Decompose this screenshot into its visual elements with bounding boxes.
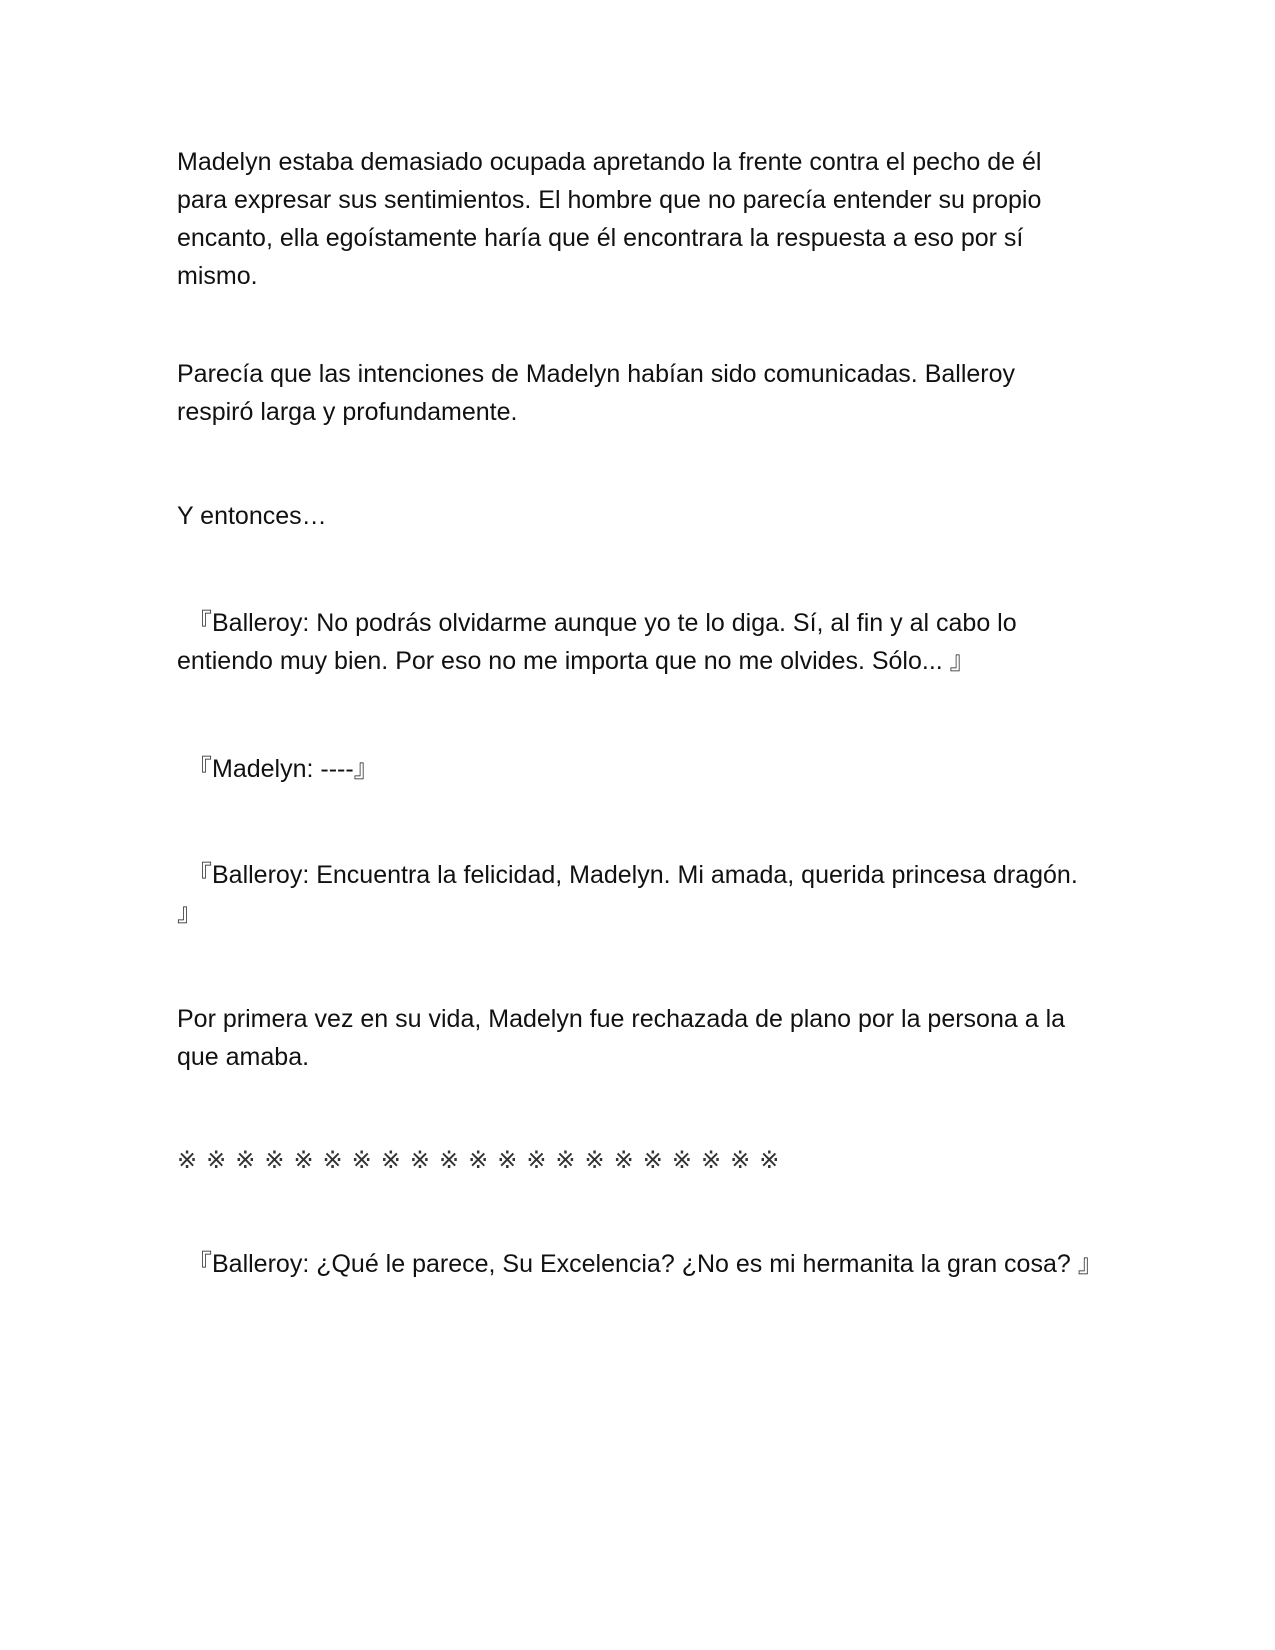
paragraph-and-then: Y entonces… (177, 502, 327, 530)
paragraph-madelyn-busy: Madelyn estaba demasiado ocupada apretando la frente contra el pecho de él para expresar sus sentimientos. El hombre que no parecía entender su propio encanto, ella egoístamente haría que él encontrara la respuesta a eso por sí mismo. (177, 148, 1042, 290)
dialogue-balleroy-happiness: 『Balleroy: Encuentra la felicidad, Madelyn. Mi amada, querida princesa dragón. 』 (177, 861, 1078, 927)
paragraph-rejected: Por primera vez en su vida, Madelyn fue rechazada de plano por la persona a la que amaba. (177, 1005, 1066, 1071)
dialogue-balleroy-excellency: 『Balleroy: ¿Qué le parece, Su Excelencia? ¿No es mi hermanita la gran cosa? 』 (187, 1250, 1103, 1278)
scene-separator: ※※※※※※※※※※※※※※※※※※※※※ (177, 1146, 789, 1174)
dialogue-balleroy-forget: 『Balleroy: No podrás olvidarme aunque yo te lo diga. Sí, al fin y al cabo lo entiendo muy bien. Por eso no me importa que no me olvides. Sólo... 』 (177, 609, 1017, 675)
paragraph-intentions-communicated: Parecía que las intenciones de Madelyn habían sido comunicadas. Balleroy respiró larga y profundamente. (177, 360, 1016, 426)
dialogue-madelyn: 『Madelyn: ----』 (187, 755, 379, 783)
